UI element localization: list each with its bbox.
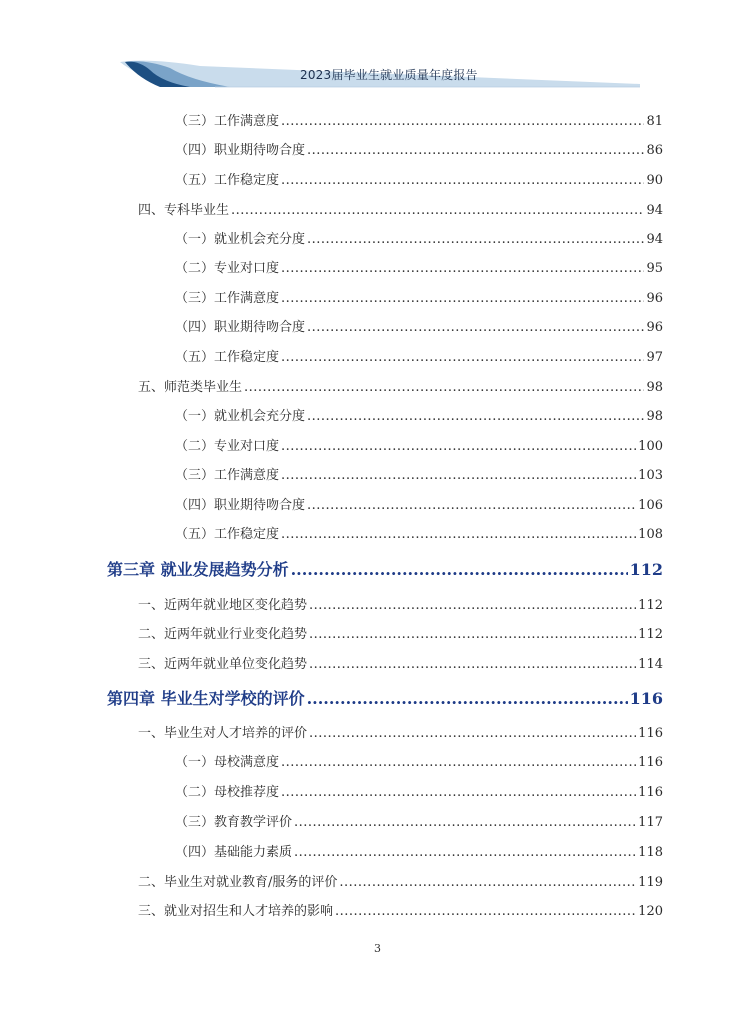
toc-entry-label: 三、近两年就业单位变化趋势 bbox=[138, 657, 308, 672]
toc-entry-page: 95 bbox=[646, 261, 663, 276]
toc-entry[interactable] bbox=[138, 871, 663, 890]
toc-entry-label: （二）专业对口度 bbox=[175, 261, 280, 276]
toc-entry-page: 112 bbox=[638, 598, 663, 613]
toc-leader-dots bbox=[281, 468, 636, 483]
toc-leader-dots bbox=[294, 815, 636, 830]
toc-leader-dots bbox=[231, 203, 644, 218]
toc-entry-label: （五）工作稳定度 bbox=[175, 173, 280, 188]
toc-entry-page: 94 bbox=[646, 203, 663, 218]
toc-entry-page: 103 bbox=[638, 468, 663, 483]
toc-entry-page: 100 bbox=[638, 439, 663, 454]
toc-leader-dots bbox=[307, 320, 644, 335]
toc-leader-dots bbox=[244, 380, 644, 395]
toc-entry-page: 116 bbox=[629, 689, 663, 708]
toc-entry-label: 五、师范类毕业生 bbox=[138, 380, 243, 395]
toc-leader-dots bbox=[291, 560, 628, 579]
toc-entry-page: 94 bbox=[646, 232, 663, 247]
toc-leader-dots bbox=[307, 498, 636, 513]
toc-entry[interactable] bbox=[138, 623, 663, 642]
toc-leader-dots bbox=[281, 755, 636, 770]
toc-entry-page: 118 bbox=[638, 845, 663, 860]
toc-entry-label: （四）职业期待吻合度 bbox=[175, 143, 306, 158]
page-number: 3 bbox=[374, 942, 381, 955]
toc-leader-dots bbox=[281, 261, 644, 276]
toc-entry-page: 112 bbox=[638, 627, 663, 642]
toc-entry-label: 第三章 就业发展趋势分析 bbox=[107, 560, 289, 579]
toc-entry-page: 116 bbox=[638, 726, 663, 741]
toc-leader-dots bbox=[335, 904, 636, 919]
toc-entry[interactable] bbox=[175, 494, 663, 513]
toc-entry-page: 97 bbox=[646, 350, 663, 365]
toc-entry[interactable] bbox=[175, 169, 663, 188]
toc-entry[interactable] bbox=[175, 139, 663, 158]
toc-entry-page: 108 bbox=[638, 527, 663, 542]
toc-entry[interactable] bbox=[175, 346, 663, 365]
toc-entry-label: 一、近两年就业地区变化趋势 bbox=[138, 598, 308, 613]
toc-entry-label: （三）工作满意度 bbox=[175, 468, 280, 483]
toc-entry-label: （一）就业机会充分度 bbox=[175, 409, 306, 424]
toc-entry-label: 四、专科毕业生 bbox=[138, 203, 230, 218]
toc-entry[interactable] bbox=[175, 841, 663, 860]
toc-entry-label: （二）专业对口度 bbox=[175, 439, 280, 454]
toc-entry-page: 96 bbox=[646, 320, 663, 335]
toc-entry[interactable] bbox=[138, 653, 663, 672]
toc-leader-dots bbox=[281, 785, 636, 800]
toc-leader-dots bbox=[307, 689, 628, 708]
toc-entry-label: 二、近两年就业行业变化趋势 bbox=[138, 627, 308, 642]
toc-leader-dots bbox=[281, 439, 636, 454]
toc-leader-dots bbox=[281, 527, 636, 542]
toc-entry[interactable] bbox=[175, 781, 663, 800]
toc-entry[interactable] bbox=[175, 287, 663, 306]
toc-entry-page: 86 bbox=[646, 143, 663, 158]
toc-entry-label: （五）工作稳定度 bbox=[175, 350, 280, 365]
toc-entry-page: 117 bbox=[638, 815, 663, 830]
toc-entry-label: （三）工作满意度 bbox=[175, 291, 280, 306]
toc-entry[interactable] bbox=[138, 199, 663, 218]
toc-leader-dots bbox=[307, 143, 644, 158]
toc-entry-label: （一）母校满意度 bbox=[175, 755, 280, 770]
toc-entry-page: 114 bbox=[638, 657, 663, 672]
toc-entry[interactable] bbox=[175, 751, 663, 770]
toc-chapter-entry[interactable] bbox=[107, 557, 663, 580]
toc-entry-page: 81 bbox=[646, 114, 663, 129]
toc-entry-label: （四）基础能力素质 bbox=[175, 845, 293, 860]
toc-entry-label: 三、就业对招生和人才培养的影响 bbox=[138, 904, 334, 919]
header-title: 2023届毕业生就业质量年度报告 bbox=[300, 68, 478, 82]
toc-leader-dots bbox=[339, 875, 636, 890]
toc-entry-page: 98 bbox=[646, 380, 663, 395]
toc-entry-label: 一、毕业生对人才培养的评价 bbox=[138, 726, 308, 741]
toc-entry[interactable] bbox=[175, 435, 663, 454]
toc-entry-label: （五）工作稳定度 bbox=[175, 527, 280, 542]
toc-entry-label: （二）母校推荐度 bbox=[175, 785, 280, 800]
toc-entry[interactable] bbox=[175, 811, 663, 830]
toc-entry-label: （三）教育教学评价 bbox=[175, 815, 293, 830]
toc-entry[interactable] bbox=[175, 405, 663, 424]
toc-leader-dots bbox=[281, 173, 644, 188]
toc-entry[interactable] bbox=[138, 722, 663, 741]
toc-leader-dots bbox=[294, 845, 636, 860]
toc-entry[interactable] bbox=[175, 228, 663, 247]
toc-entry-label: 二、毕业生对就业教育/服务的评价 bbox=[138, 875, 338, 890]
toc-entry[interactable] bbox=[138, 594, 663, 613]
toc-leader-dots bbox=[309, 657, 636, 672]
toc-leader-dots bbox=[281, 114, 644, 129]
toc-entry[interactable] bbox=[138, 900, 663, 919]
page-header bbox=[0, 0, 755, 95]
toc-entry-label: （一）就业机会充分度 bbox=[175, 232, 306, 247]
toc-leader-dots bbox=[281, 350, 644, 365]
toc-entry[interactable] bbox=[175, 110, 663, 129]
toc-entry-label: （四）职业期待吻合度 bbox=[175, 320, 306, 335]
toc-leader-dots bbox=[307, 232, 644, 247]
toc-entry-label: （三）工作满意度 bbox=[175, 114, 280, 129]
toc-entry-page: 90 bbox=[646, 173, 663, 188]
toc-leader-dots bbox=[309, 726, 636, 741]
toc-leader-dots bbox=[281, 291, 644, 306]
toc-entry[interactable] bbox=[175, 316, 663, 335]
toc-entry-page: 116 bbox=[638, 755, 663, 770]
toc-chapter-entry[interactable] bbox=[107, 686, 663, 709]
toc-entry[interactable] bbox=[138, 376, 663, 395]
toc-entry-label: （四）职业期待吻合度 bbox=[175, 498, 306, 513]
toc-entry-page: 120 bbox=[638, 904, 663, 919]
toc-leader-dots bbox=[307, 409, 644, 424]
toc-entry-page: 96 bbox=[646, 291, 663, 306]
toc-entry-page: 119 bbox=[638, 875, 663, 890]
toc-entry-page: 106 bbox=[638, 498, 663, 513]
toc-entry[interactable] bbox=[175, 523, 663, 542]
toc-leader-dots bbox=[309, 627, 636, 642]
toc-entry-page: 112 bbox=[629, 560, 663, 579]
toc-entry-label: 第四章 毕业生对学校的评价 bbox=[107, 689, 305, 708]
toc-entry[interactable] bbox=[175, 464, 663, 483]
toc-entry-page: 98 bbox=[646, 409, 663, 424]
toc-entry[interactable] bbox=[175, 257, 663, 276]
toc-entry-page: 116 bbox=[638, 785, 663, 800]
toc-leader-dots bbox=[309, 598, 636, 613]
